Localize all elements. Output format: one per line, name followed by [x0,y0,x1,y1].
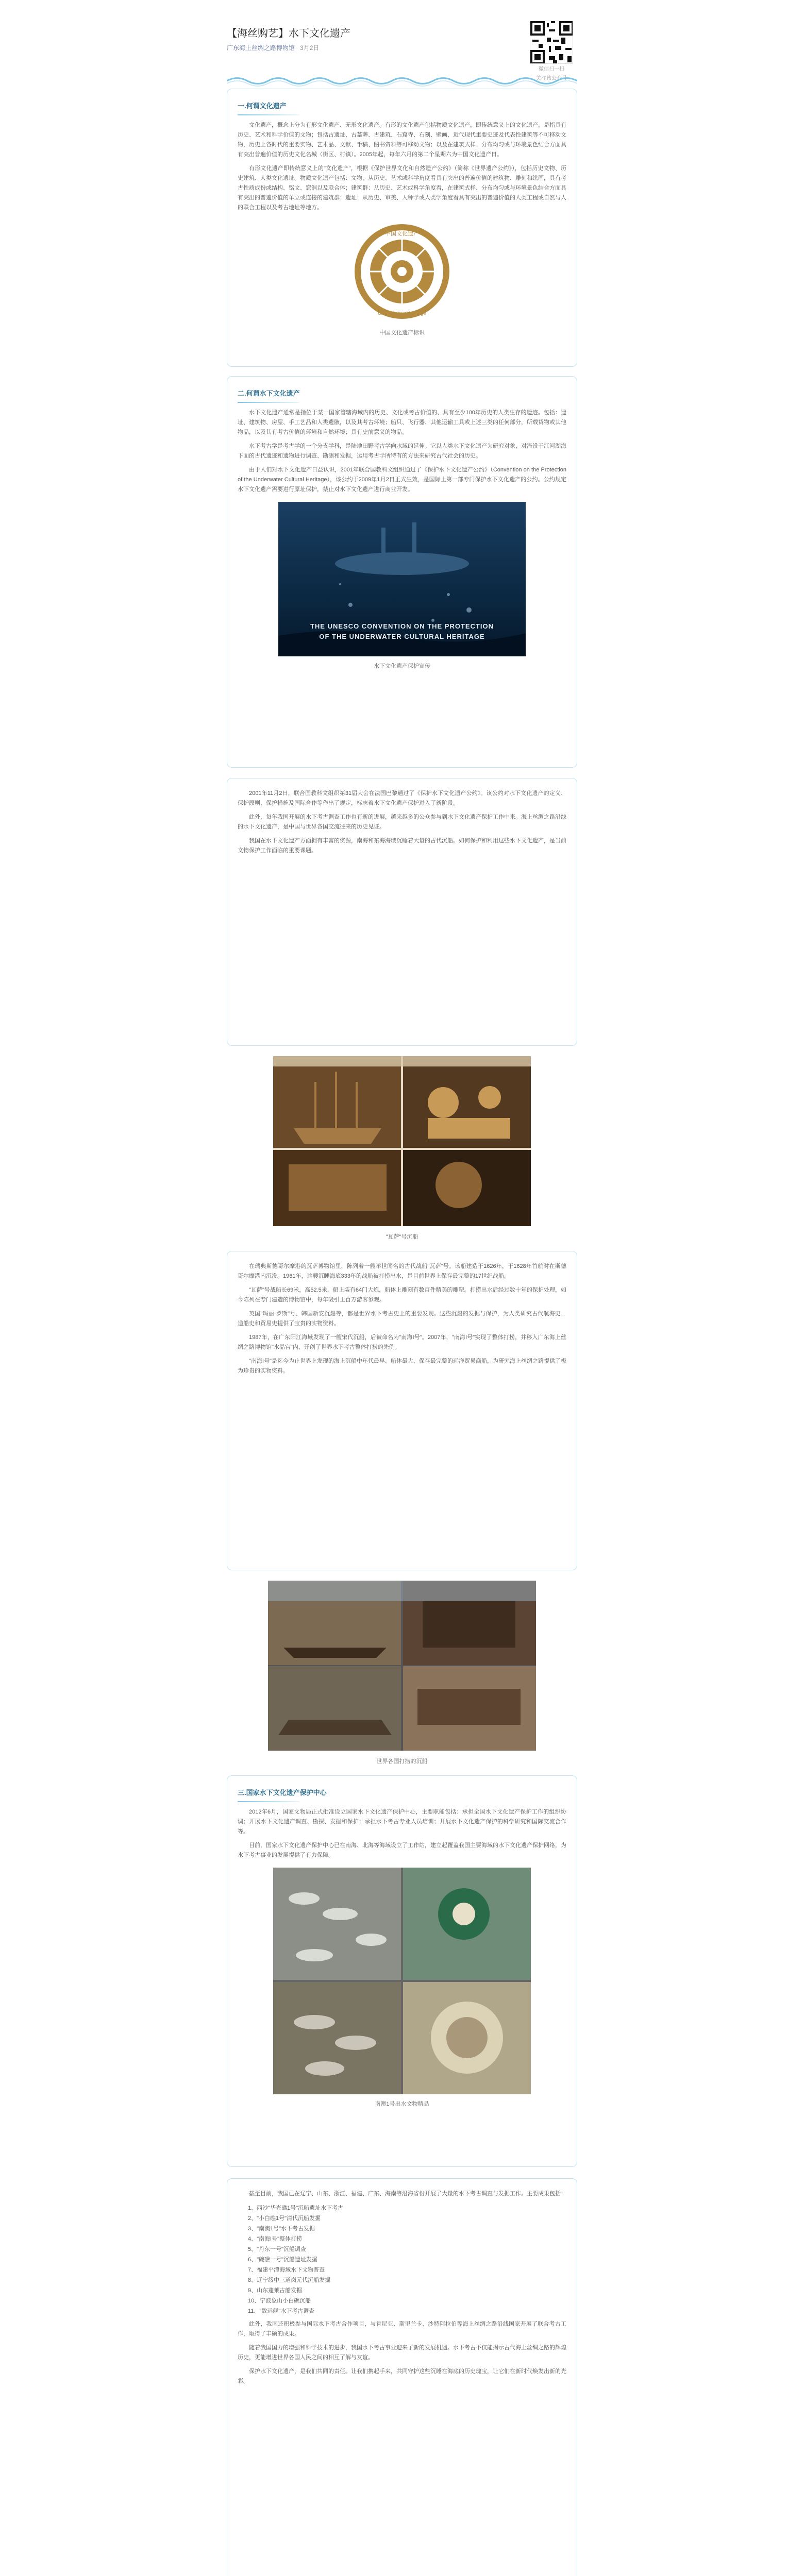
shipwreck-collage-image [268,1581,536,1751]
section-3-frame [227,778,577,1046]
publish-date: 3月2日 [300,44,320,52]
list-item: 11、"致远舰"水下考古调查 [248,2308,315,2314]
article-meta [227,43,319,52]
section-5-image-caption: 南澳1号出水文物精品 [375,2101,429,2107]
section-4-para-4: 1987年，在广东阳江海域发现了一艘宋代沉船，后被命名为"南海I号"。2007年，"南海I号"实现了整体打捞，并移入广东海上丝绸之路博物馆"水晶宫"内，开创了世界水下考古整体打捞的先例。 [238,1334,566,1350]
section-6-frame [227,2178,577,2576]
list-item: 7、福建平潭海域水下文物普查 [248,2267,325,2273]
list-item: 9、山东蓬莱古船发掘 [248,2287,303,2294]
section-3-para-1: 2001年11月2日，联合国教科文组织第31届大会在法国巴黎通过了《保护水下文化遗产公约》。该公约对水下文化遗产的定义、保护原则、保护措施及国际合作等作出了规定，标志着水下文化遗产保护进入了新阶段。 [238,790,566,806]
section-2-para-3: 由于人们对水下文化遗产日益认识，2001年联合国教科文组织通过了《保护水下文化遗产公约》（Convention on the Protection of the Underwater Cultural Heritage），该公约于2009年1月2日正式生效，是国际上第一部专门保护水下文化遗产的公约。公约规定水下文化遗产需要进行原址保护，禁止对水下文化遗产进行商业开发。 [238,467,566,493]
list-item: 6、"碗礁一号"沉船遗址发掘 [248,2257,317,2263]
section-2-frame [227,376,577,768]
section-4-para-3: 英国"玛丽·罗斯"号、韩国新安沉船等，都是世界水下考古史上的重要发现。这些沉船的发掘与保护，为人类研究古代航海史、造船史和贸易史提供了宝贵的实物资料。 [238,1311,566,1327]
list-item: 2、"小白礁1号"清代沉船发掘 [248,2215,321,2222]
findings-list [248,2203,566,2316]
section-2-image-caption: 水下文化遗产保护宣传 [374,663,430,669]
section-3-para-3: 我国在水下文化遗产方面拥有丰富的资源，南海和东海海域沉睡着大量的古代沉船。如何保护和利用这些水下文化遗产，是当前文物保护工作面临的重要课题。 [238,838,566,854]
underwater-convention-image [278,502,526,656]
section-1-para-2: 有形文化遗产即传统意义上的"文化遗产"，根据《保护世界文化和自然遗产公约》（简称《世界遗产公约》），包括历史文物、历史建筑、人类文化遗址。物质文化遗产包括：文物、从历史、艺术或科学角度看具有突出的普遍价值的建筑物、雕刻和绘画，具有考古性质成份或结构、铭文、窟洞以及联合体；建筑群：从历史、艺术或科学角度看，在建筑式样、分布均匀或与环境景色结合方面具有突出的普遍价值的单立或连接的建筑群；遗址：从历史、审美、人种学或人类学角度看具有突出的普遍价值的人类工程或自然与人的联合工程以及考古地址等地方。 [238,165,566,211]
section-1-frame [227,89,577,367]
section-5-para-2: 目前，国家水下文化遗产保护中心已在南海、北海等海域设立了工作站，建立起覆盖我国主要海域的水下文化遗产保护网络，为水下考古事业的发展提供了有力保障。 [238,1842,566,1858]
section-5-underline [238,1801,299,1802]
section-2-para-1: 水下文化遗产通常是指位于某一国家管辖海域内的历史、文化或考古价值的、具有至少100年历史的人类生存的遗迹。包括：遗址、建筑物、房屋、手工艺品和人类遗骸，以及其考古环境；船只、飞行器、其他运输工具或上述三类的任何部分，所载货物或其他物品，以及其有考古价值的环境和自然环境；具有史前意义的物品。 [238,410,566,435]
section-4-para-2: "瓦萨"号战船长69米，高52.5米，船上装有64门大炮，船体上雕刻有数百件精美的雕塑。打捞出水后经过数十年的保护处理，如今陈列在专门建造的博物馆中，每年吸引上百万游客参观。 [238,1287,566,1303]
logo-text-en: China Cultural Heritage [378,311,426,316]
list-item: 8、辽宁绥中三道岗元代沉船发掘 [248,2277,331,2283]
list-item: 5、"丹东一号"沉船调查 [248,2246,306,2252]
section-5-frame [227,1775,577,2167]
list-item: 10、宁波象山小白礁沉船 [248,2298,311,2304]
qr-caption-1: 微信扫一扫 [539,66,564,72]
section-2-underline [238,402,299,403]
section-1-image-caption: 中国文化遗产标识 [379,330,425,336]
section-5-para-1: 2012年6月，国家文物局正式批准设立国家水下文化遗产保护中心，主要职能包括：承担全国水下文化遗产保护工作的组织协调；开展水下文化遗产调查、勘探、发掘和保护；承担水下考古专业人员培训；开展水下文化遗产保护的科学研究和国际交流合作等。 [238,1809,566,1835]
section-5-title: 三.国家水下文化遗产保护中心 [238,1789,327,1797]
section-3-para-2: 此外，每年我国开展的水下考古调查工作也有新的进展，越来越多的公众参与到水下文化遗产保护工作中来。海上丝绸之路沿线的水下文化遗产，是中国与世界各国交流往来的历史见证。 [238,814,566,830]
article-page [227,0,577,2576]
section-6-para-1: 截至目前，我国已在辽宁、山东、浙江、福建、广东、海南等沿海省份开展了大量的水下考古调查与发掘工作。主要成果包括： [249,2191,566,2197]
section-6-para-2: 此外，我国还积极参与国际水下考古合作项目，与肯尼亚、斯里兰卡、沙特阿拉伯等海上丝绸之路沿线国家开展了联合考古工作，取得了丰硕的成果。 [238,2321,566,2337]
section-6-para-3: 随着我国国力的增强和科学技术的进步，我国水下考古事业迎来了新的发展机遇。水下考古不仅能揭示古代海上丝绸之路的辉煌历史，更能增进世界各国人民之间的相互了解与友谊。 [238,2345,566,2361]
list-item: 1、西沙"华光礁1号"沉船遗址水下考古 [248,2205,344,2211]
section-6-para-4: 保护水下文化遗产，是我们共同的责任。让我们携起手来，共同守护这些沉睡在海底的历史瑰宝，让它们在新时代焕发出新的光彩。 [238,2368,566,2384]
section-3-image-caption: "瓦萨"号沉船 [386,1234,418,1240]
convention-image-line-1: THE UNESCO CONVENTION ON THE PROTECTION [310,622,494,630]
list-item: 3、"南澳1号"水下考古发掘 [248,2226,315,2232]
section-1-title: 一.何谓文化遗产 [238,102,287,110]
section-1-underline [238,114,299,115]
convention-image-line-2: OF THE UNDERWATER CULTURAL HERITAGE [319,633,485,640]
qr-code-image[interactable] [530,21,573,64]
section-2-para-2: 水下考古学是考古学的一个分支学科，是陆地田野考古学向水域的延伸。它以人类水下文化遗产为研究对象，对淹没于江河湖海下面的古代遗迹和遗物进行调查、勘测和发掘，运用考古学所特有的方法来研究古代社会的历史。 [238,443,566,459]
article-header [227,21,577,81]
header-qr-block [526,21,577,82]
section-1-para-1: 文化遗产，概念上分为有形文化遗产、无形文化遗产。有形的文化遗产包括物质文化遗产，即传统意义上的文化遗产，是指具有历史、艺术和科学价值的文物；包括古遗址、古墓葬、古建筑、石窟寺、石刻、壁画、近代现代重要史迹及代表性建筑等不可移动文物，历史上各时代的重要实物、艺术品、文献、手稿、图书资料等可移动文物；以及在建筑式样、分布均匀或与环境景色结合方面具有突出普遍价值的历史文化名城（街区、村镇）。2005年起，每年六月的第二个星期六为中国文化遗产日。 [238,122,566,158]
heritage-logo-image [350,220,454,323]
article-title: 【海丝购艺】水下文化遗产 [227,28,350,39]
section-2-title: 二.何谓水下文化遗产 [238,389,300,397]
vasa-ship-image [273,1056,531,1226]
qr-caption-2: 关注该公众号 [536,76,567,81]
logo-text-cn: 中国文化遗产 [385,231,419,237]
wave-divider [227,75,577,87]
section-4-image-caption: 世界各国打捞的沉船 [376,1758,428,1765]
section-4-para-5: "南海I号"是迄今为止世界上发现的海上沉船中年代最早、船体最大、保存最完整的远洋贸易商船，为研究海上丝绸之路提供了极为珍贵的实物资料。 [238,1358,566,1374]
list-item: 4、"南海I号"整体打捞 [248,2236,302,2242]
section-4-frame [227,1251,577,1570]
section-4-para-1: 在瑞典斯德哥尔摩港的瓦萨博物馆里，陈列着一艘举世闻名的古代战船"瓦萨"号。该船建造于1626年，于1628年首航时在斯德哥尔摩港内沉没。1961年，这艘沉睡海底333年的战船被打捞出水，是目前世界上保存最完整的17世纪战船。 [238,1263,566,1279]
account-name-link[interactable]: 广东海上丝绸之路博物馆 [227,44,295,52]
nanao-artifacts-image [273,1868,531,2094]
